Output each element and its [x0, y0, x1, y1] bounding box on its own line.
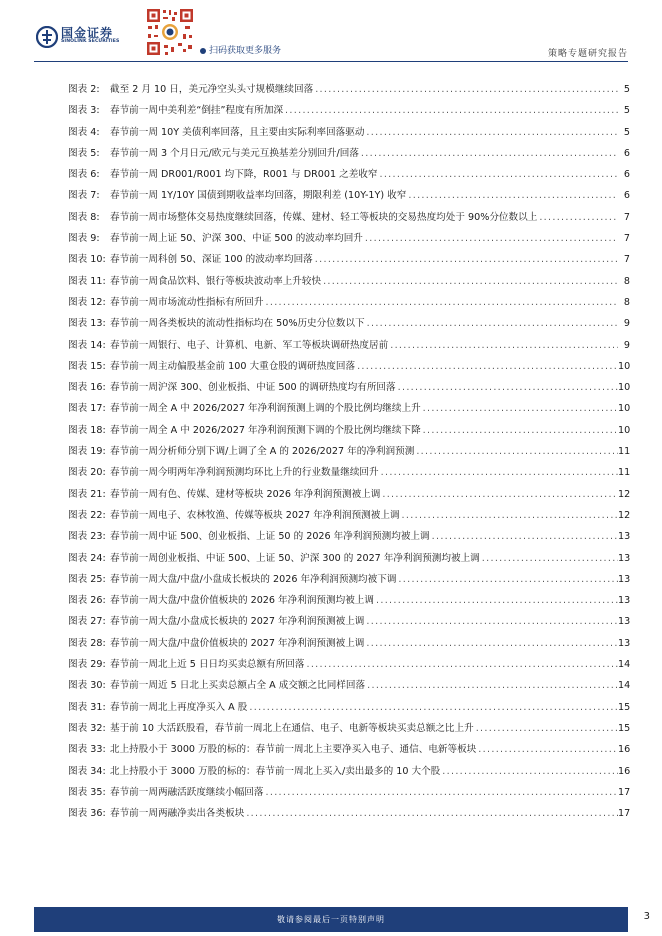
toc-dot-leader — [421, 425, 618, 436]
toc-dot-leader — [283, 105, 618, 116]
toc-entry[interactable] — [68, 166, 630, 187]
toc-figure-title: 春节前一周银行、电子、计算机、电新、军工等板块调研热度居前 — [110, 339, 389, 351]
toc-figure-title: 春节前一周 1Y/10Y 国债到期收益率均回落，期限利差 (10Y-1Y) 收窄 — [110, 190, 407, 202]
toc-figure-label: 图表 13: — [68, 318, 106, 330]
toc-figure-title: 春节前一周科创 50、深证 100 的波动率均回落 — [110, 254, 313, 266]
company-logo — [36, 24, 128, 50]
toc-figure-title: 基于前 10 大活跃股看，春节前一周北上在通信、电子、电新等板块买卖总额之比上升 — [110, 722, 474, 734]
toc-entry[interactable] — [68, 613, 630, 634]
toc-dot-leader — [414, 446, 618, 457]
toc-figure-title: 春节前一周创业板指、中证 500、上证 50、沪深 300 的 2027 年净利润预测均被上调 — [110, 552, 480, 564]
toc-figure-title: 春节前一周 3 个月日元/欧元与美元互换基差分别回升/回落 — [110, 147, 359, 159]
toc-figure-title: 春节前一周 DR001/R001 均下降，R001 与 DR001 之差收窄 — [110, 169, 378, 181]
toc-entry[interactable] — [68, 635, 630, 656]
toc-dot-leader — [364, 127, 618, 138]
toc-figure-title: 北上持股小于 3000 万股的标的：春节前一周北上主要净买入电子、通信、电新等板块 — [110, 744, 477, 756]
toc-figure-label: 图表 10: — [68, 254, 106, 266]
toc-dot-leader — [374, 595, 618, 606]
table-of-figures — [68, 81, 630, 826]
toc-entry[interactable] — [68, 571, 630, 592]
toc-page-number: 17 — [618, 808, 631, 820]
toc-page-number: 10 — [618, 424, 631, 436]
toc-page-number: 5 — [623, 126, 630, 138]
toc-figure-title: 春节前一周北上再度净买入 A 股 — [110, 701, 248, 713]
toc-entry[interactable] — [68, 550, 630, 571]
toc-entry[interactable] — [68, 763, 630, 784]
toc-dot-leader — [476, 744, 618, 755]
toc-figure-label: 图表 35: — [68, 786, 106, 798]
toc-page-number: 17 — [618, 786, 631, 798]
toc-page-number: 13 — [618, 573, 631, 585]
toc-figure-title: 春节前一周有色、传媒、建材等板块 2026 年净利润预测被上调 — [110, 488, 381, 500]
toc-figure-label: 图表 5: — [68, 147, 100, 159]
toc-figure-label: 图表 7: — [68, 190, 100, 202]
toc-dot-leader — [379, 467, 618, 478]
toc-figure-label: 图表 28: — [68, 637, 106, 649]
toc-figure-title: 春节前一周大盘/中盘/小盘成长板块的 2026 年净利润预测均被下调 — [110, 573, 397, 585]
toc-figure-title: 春节前一周今明两年净利润预测均环比上升的行业数量继续回升 — [110, 467, 379, 479]
toc-entry[interactable] — [68, 337, 630, 358]
toc-dot-leader — [364, 616, 618, 627]
toc-figure-label: 图表 25: — [68, 573, 106, 585]
toc-page-number: 9 — [623, 339, 630, 351]
toc-figure-label: 图表 23: — [68, 531, 106, 543]
toc-dot-leader — [355, 361, 618, 372]
toc-dot-leader — [365, 318, 618, 329]
toc-figure-label: 图表 31: — [68, 701, 106, 713]
toc-figure-label: 图表 33: — [68, 744, 106, 756]
toc-page-number: 13 — [618, 552, 631, 564]
toc-entry[interactable] — [68, 443, 630, 464]
toc-figure-title: 春节前一周近 5 日北上买卖总额占全 A 成交额之比同样回落 — [110, 680, 366, 692]
logo-name-en: SINOLINK SECURITIES — [61, 39, 120, 44]
toc-figure-label: 图表 18: — [68, 424, 106, 436]
footer-bar — [34, 907, 628, 932]
toc-page-number: 11 — [618, 467, 631, 479]
toc-dot-leader — [537, 212, 618, 223]
toc-entry[interactable] — [68, 528, 630, 549]
toc-figure-title: 春节前一周全 A 中 2026/2027 年净利润预测上调的个股比例均继续上升 — [110, 403, 421, 415]
toc-entry[interactable] — [68, 209, 630, 230]
toc-dot-leader — [363, 233, 618, 244]
toc-entry[interactable] — [68, 720, 630, 741]
document-type-label: 策略专题研究报告 — [547, 49, 628, 59]
toc-dot-leader — [247, 702, 618, 713]
toc-entry[interactable] — [68, 230, 630, 251]
toc-entry[interactable] — [68, 273, 630, 294]
location-pin-icon — [200, 48, 206, 54]
toc-entry[interactable] — [68, 102, 630, 123]
toc-entry[interactable] — [68, 784, 630, 805]
toc-page-number: 13 — [618, 595, 631, 607]
toc-entry[interactable] — [68, 805, 630, 826]
toc-page-number: 8 — [623, 296, 630, 308]
toc-entry[interactable] — [68, 592, 630, 613]
toc-figure-title: 春节前一周大盘/中盘价值板块的 2027 年净利润预测被上调 — [110, 637, 365, 649]
toc-figure-title: 春节前一周市场流动性指标有所回升 — [110, 296, 264, 308]
toc-page-number: 10 — [618, 403, 631, 415]
toc-page-number: 10 — [618, 382, 631, 394]
toc-entry[interactable] — [68, 81, 630, 102]
toc-figure-title: 春节前一周沪深 300、创业板指、中证 500 的调研热度均有所回落 — [110, 382, 396, 394]
toc-dot-leader — [440, 766, 618, 777]
toc-figure-title: 春节前一周电子、农林牧渔、传媒等板块 2027 年净利润预测被上调 — [110, 509, 400, 521]
toc-figure-label: 图表 24: — [68, 552, 106, 564]
toc-dot-leader — [474, 723, 618, 734]
toc-dot-leader — [244, 808, 618, 819]
toc-dot-leader — [313, 254, 618, 265]
toc-figure-label: 图表 22: — [68, 509, 106, 521]
toc-dot-leader — [321, 276, 618, 287]
toc-entry[interactable] — [68, 251, 630, 272]
page-number: 3 — [643, 911, 650, 922]
toc-figure-label: 图表 17: — [68, 403, 106, 415]
toc-page-number: 13 — [618, 637, 631, 649]
toc-figure-label: 图表 30: — [68, 680, 106, 692]
toc-figure-title: 春节前一周大盘/中盘价值板块的 2026 年净利润预测均被上调 — [110, 595, 374, 607]
toc-entry[interactable] — [68, 124, 630, 145]
toc-figure-label: 图表 21: — [68, 488, 106, 500]
toc-entry[interactable] — [68, 656, 630, 677]
toc-figure-title: 春节前一周大盘/小盘成长板块的 2027 年净利润预测被上调 — [110, 616, 365, 628]
toc-dot-leader — [304, 659, 618, 670]
toc-entry[interactable] — [68, 187, 630, 208]
toc-figure-label: 图表 26: — [68, 595, 106, 607]
toc-figure-label: 图表 20: — [68, 467, 106, 479]
toc-entry[interactable] — [68, 400, 630, 421]
toc-entry[interactable] — [68, 741, 630, 762]
toc-figure-title: 春节前一周市场整体交易热度继续回落，传媒、建材、轻工等板块的交易热度均处于 90%分位数以上 — [110, 211, 538, 223]
toc-entry[interactable] — [68, 699, 630, 720]
toc-page-number: 10 — [618, 360, 631, 372]
toc-dot-leader — [313, 84, 618, 95]
toc-dot-leader — [396, 382, 618, 393]
toc-figure-label: 图表 11: — [68, 275, 106, 287]
toc-dot-leader — [377, 169, 618, 180]
toc-page-number: 16 — [618, 765, 631, 777]
qr-caption-text: 扫码获取更多服务 — [209, 46, 282, 56]
toc-dot-leader — [396, 574, 618, 585]
toc-page-number: 5 — [623, 105, 630, 117]
toc-dot-leader — [264, 297, 619, 308]
page-header — [0, 0, 662, 60]
toc-figure-title: 春节前一周两融净卖出各类板块 — [110, 808, 245, 820]
toc-entry[interactable] — [68, 677, 630, 698]
toc-page-number: 7 — [623, 254, 630, 266]
toc-dot-leader — [388, 340, 618, 351]
toc-figure-label: 图表 36: — [68, 808, 106, 820]
toc-page-number: 6 — [623, 147, 630, 159]
toc-page-number: 14 — [618, 659, 631, 671]
qr-caption — [200, 43, 281, 56]
toc-page-number: 7 — [623, 211, 630, 223]
toc-figure-label: 图表 4: — [68, 126, 100, 138]
toc-figure-title: 春节前一周上证 50、沪深 300、中证 500 的波动率均回升 — [110, 233, 363, 245]
toc-figure-label: 图表 9: — [68, 233, 100, 245]
toc-page-number: 13 — [618, 616, 631, 628]
toc-figure-title: 春节前一周北上近 5 日日均买卖总额有所回落 — [110, 659, 305, 671]
toc-figure-label: 图表 2: — [68, 84, 100, 95]
toc-entry[interactable] — [68, 145, 630, 166]
toc-figure-label: 图表 27: — [68, 616, 106, 628]
toc-page-number: 8 — [623, 275, 630, 287]
toc-figure-label: 图表 14: — [68, 339, 106, 351]
toc-figure-title: 春节前一周中证 500、创业板指、上证 50 的 2026 年净利润预测均被上调 — [110, 531, 430, 543]
toc-figure-title: 春节前一周全 A 中 2026/2027 年净利润预测下调的个股比例均继续下降 — [110, 424, 421, 436]
toc-figure-title: 春节前一周分析师分别下调/上调了全 A 的 2026/2027 年的净利润预测 — [110, 446, 415, 458]
footer-disclaimer: 敬请参阅最后一页特别声明 — [277, 915, 385, 924]
toc-page-number: 15 — [618, 701, 631, 713]
toc-figure-title: 春节前一周两融活跃度继续小幅回落 — [110, 786, 264, 798]
toc-figure-label: 图表 15: — [68, 360, 106, 372]
toc-figure-title: 春节前一周主动偏股基金前 100 大重仓股的调研热度回落 — [110, 360, 356, 372]
toc-figure-label: 图表 12: — [68, 296, 106, 308]
toc-page-number: 9 — [623, 318, 630, 330]
toc-dot-leader — [430, 531, 618, 542]
logo-name-cn: 国金证券 — [61, 26, 114, 40]
toc-entry[interactable] — [68, 507, 630, 528]
toc-dot-leader — [365, 680, 618, 691]
toc-dot-leader — [359, 148, 618, 159]
toc-entry[interactable] — [68, 315, 630, 336]
toc-page-number: 12 — [618, 509, 631, 521]
toc-figure-label: 图表 8: — [68, 211, 100, 223]
toc-entry[interactable] — [68, 379, 630, 400]
toc-dot-leader — [364, 638, 618, 649]
toc-entry[interactable] — [68, 358, 630, 379]
toc-figure-title: 春节前一周食品饮料、银行等板块波动率上升较快 — [110, 275, 322, 287]
toc-dot-leader — [406, 190, 618, 201]
toc-figure-label: 图表 32: — [68, 722, 106, 734]
toc-figure-title: 截至 2 月 10 日，美元净空头头寸规模继续回落 — [110, 84, 314, 95]
toc-page-number: 6 — [623, 169, 630, 181]
toc-dot-leader — [264, 787, 619, 798]
header-divider — [34, 61, 628, 62]
toc-entry[interactable] — [68, 422, 630, 443]
toc-figure-title: 春节前一周 10Y 美债利率回落，且主要由实际利率回落驱动 — [110, 126, 365, 138]
toc-page-number: 15 — [618, 722, 631, 734]
toc-figure-label: 图表 19: — [68, 446, 106, 458]
toc-figure-label: 图表 16: — [68, 382, 106, 394]
toc-entry[interactable] — [68, 486, 630, 507]
toc-page-number: 14 — [618, 680, 631, 692]
toc-page-number: 11 — [618, 446, 631, 458]
toc-page-number: 12 — [618, 488, 631, 500]
toc-figure-title: 春节前一周各类板块的流动性指标均在 50%历史分位数以下 — [110, 318, 365, 330]
qr-code-icon[interactable] — [145, 7, 195, 57]
toc-dot-leader — [421, 403, 618, 414]
toc-figure-label: 图表 6: — [68, 169, 100, 181]
toc-page-number: 16 — [618, 744, 631, 756]
toc-figure-label: 图表 34: — [68, 765, 106, 777]
toc-page-number: 7 — [623, 233, 630, 245]
toc-dot-leader — [380, 489, 618, 500]
toc-figure-title: 春节前一周中美利差“倒挂”程度有所加深 — [110, 105, 284, 117]
toc-entry[interactable] — [68, 294, 630, 315]
toc-dot-leader — [480, 553, 618, 564]
toc-figure-label: 图表 29: — [68, 659, 106, 671]
toc-page-number: 13 — [618, 531, 631, 543]
toc-dot-leader — [400, 510, 618, 521]
toc-page-number: 6 — [623, 190, 630, 202]
toc-entry[interactable] — [68, 464, 630, 485]
toc-figure-title: 北上持股小于 3000 万股的标的：春节前一周北上买入/卖出最多的 10 大个股 — [110, 765, 441, 777]
sinolink-logo-icon — [36, 26, 58, 48]
toc-figure-label: 图表 3: — [68, 105, 100, 117]
toc-page-number: 5 — [623, 84, 630, 95]
